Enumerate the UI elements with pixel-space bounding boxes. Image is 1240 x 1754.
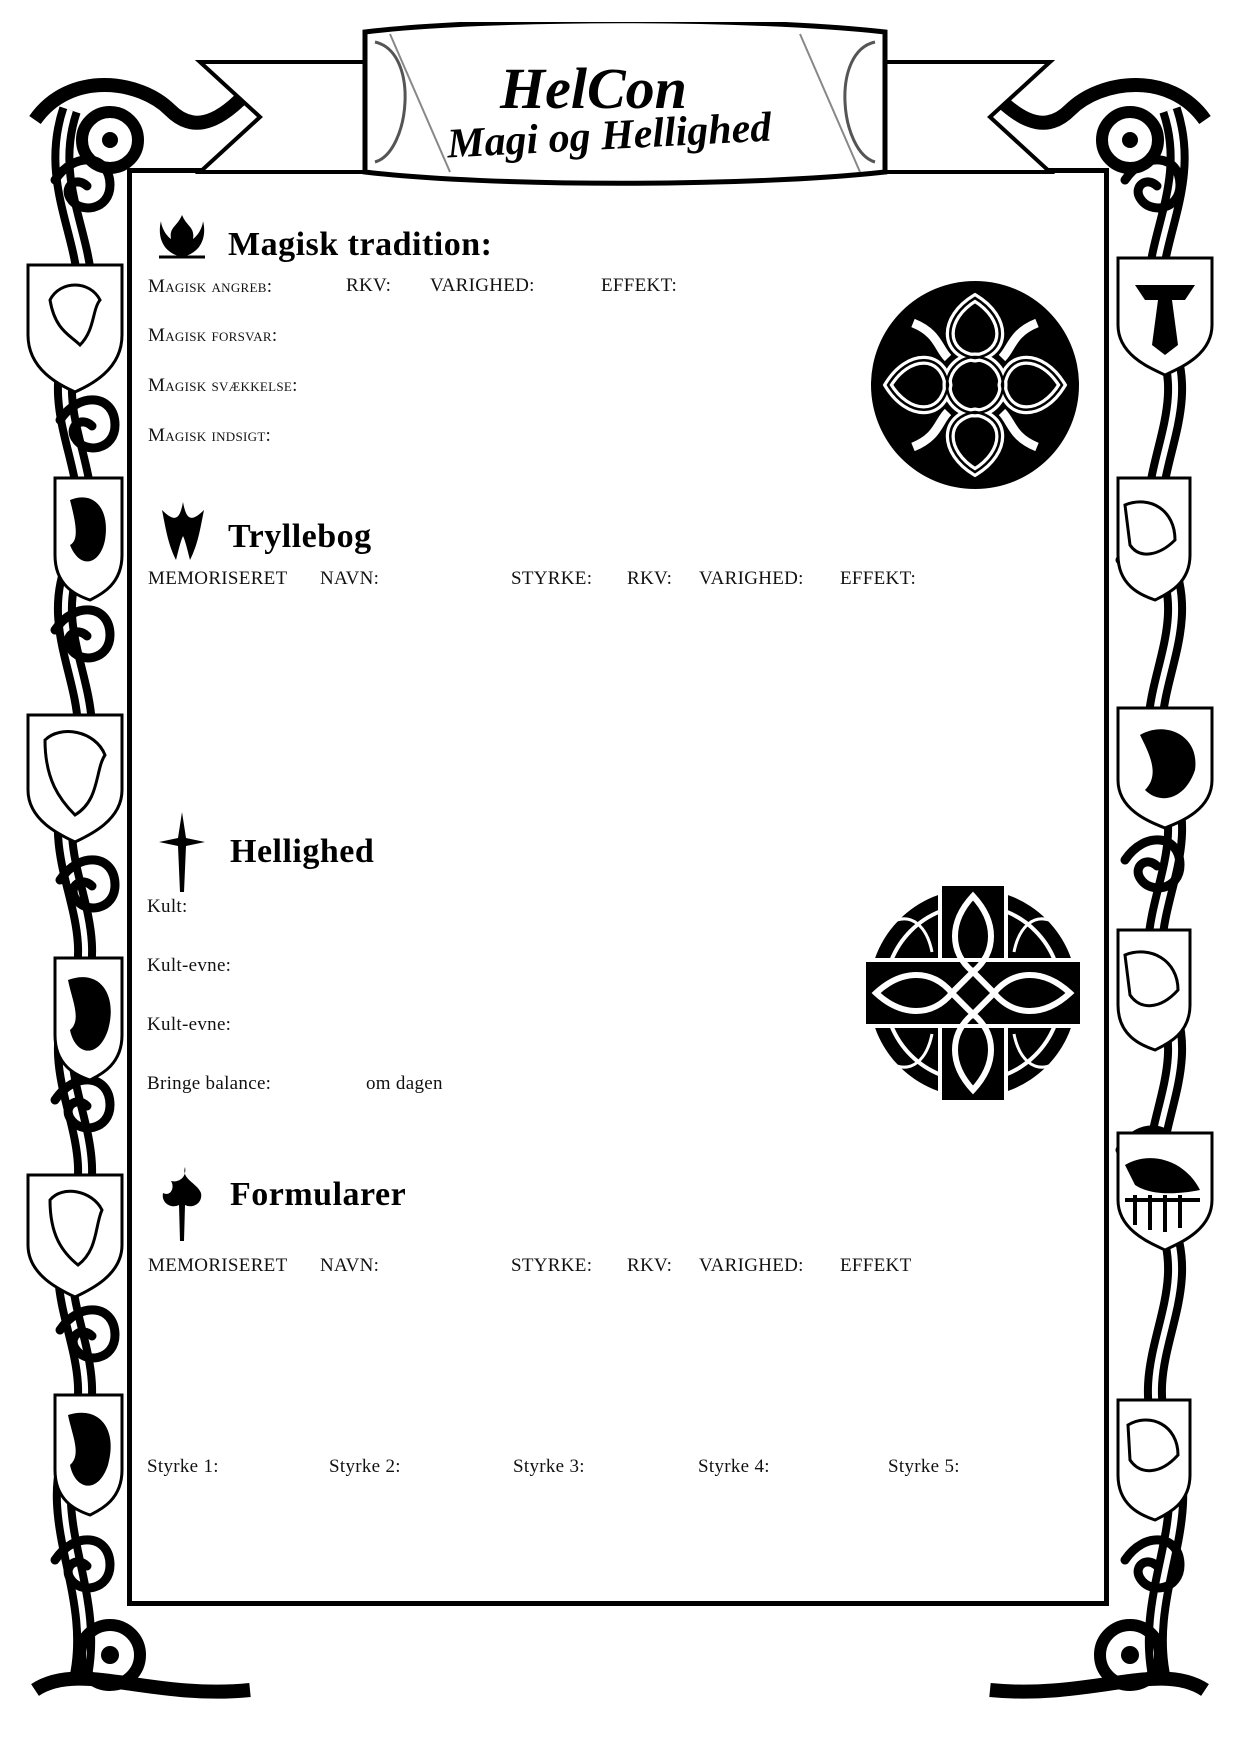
col-effekt: EFFEKT: (840, 568, 917, 589)
col-rkv: RKV: (346, 275, 392, 296)
heraldic-shield-right-6 (1118, 1400, 1190, 1520)
col-memoriseret: MEMORISERET (148, 568, 288, 589)
flame-icon (157, 213, 207, 261)
heraldic-shield-left-4 (55, 958, 122, 1080)
row-kult-evne-1: Kult-evne: (147, 955, 232, 976)
heraldic-shield-left-5 (28, 1175, 122, 1297)
heraldic-shield-left-1 (28, 265, 122, 392)
per-day-label: om dagen (366, 1073, 443, 1094)
heraldic-shield-right-4 (1118, 930, 1190, 1050)
bat-wing-icon (160, 500, 206, 562)
section-title-tryllebog: Tryllebog (228, 518, 372, 555)
flame-drop-icon (157, 1165, 207, 1243)
col-navn: NAVN: (320, 1255, 380, 1276)
celtic-knot-emblem (868, 278, 1082, 492)
heraldic-shield-right-2 (1118, 478, 1190, 600)
heraldic-shield-right-5 (1118, 1133, 1212, 1250)
heraldic-shield-right-3 (1118, 708, 1212, 828)
section-title-magisk-tradition: Magisk tradition: (228, 226, 493, 263)
bottom-right-flourish (990, 1625, 1205, 1692)
celtic-cross-emblem (862, 882, 1084, 1104)
col-rkv: RKV: (627, 568, 673, 589)
col-styrke: STYRKE: (511, 568, 593, 589)
col-varighed: VARIGHED: (430, 275, 535, 296)
row-magisk-indsigt: Magisk indsigt: (148, 425, 272, 446)
row-bringe-balance: Bringe balance: (147, 1073, 272, 1094)
strength-5-label: Styrke 5: (888, 1456, 960, 1477)
col-varighed: VARIGHED: (699, 1255, 804, 1276)
col-rkv: RKV: (627, 1255, 673, 1276)
strength-2-label: Styrke 2: (329, 1456, 401, 1477)
strength-1-label: Styrke 1: (147, 1456, 219, 1477)
strength-3-label: Styrke 3: (513, 1456, 585, 1477)
row-kult: Kult: (147, 896, 188, 917)
heraldic-shield-left-3 (28, 715, 122, 842)
col-memoriseret: MEMORISERET (148, 1255, 288, 1276)
heraldic-shield-left-2 (55, 478, 122, 600)
row-magisk-forsvar: Magisk forsvar: (148, 325, 278, 346)
col-styrke: STYRKE: (511, 1255, 593, 1276)
star-icon (157, 812, 207, 894)
strength-4-label: Styrke 4: (698, 1456, 770, 1477)
banner-title: HelCon (500, 56, 687, 121)
section-title-hellighed: Hellighed (230, 833, 375, 870)
col-effekt: EFFEKT (840, 1255, 912, 1276)
heraldic-shield-left-6 (55, 1395, 122, 1515)
heraldic-shield-right-1 (1118, 258, 1212, 375)
bottom-left-flourish (35, 1625, 250, 1692)
row-magisk-angreb: Magisk angreb: (148, 276, 273, 297)
row-kult-evne-2: Kult-evne: (147, 1014, 232, 1035)
row-magisk-svaekkelse: Magisk svækkelse: (148, 375, 298, 396)
col-effekt: EFFEKT: (601, 275, 678, 296)
section-title-formularer: Formularer (230, 1176, 407, 1213)
col-varighed: VARIGHED: (699, 568, 804, 589)
banner-subtitle: Magi og Hellighed (446, 104, 773, 168)
col-navn: NAVN: (320, 568, 380, 589)
